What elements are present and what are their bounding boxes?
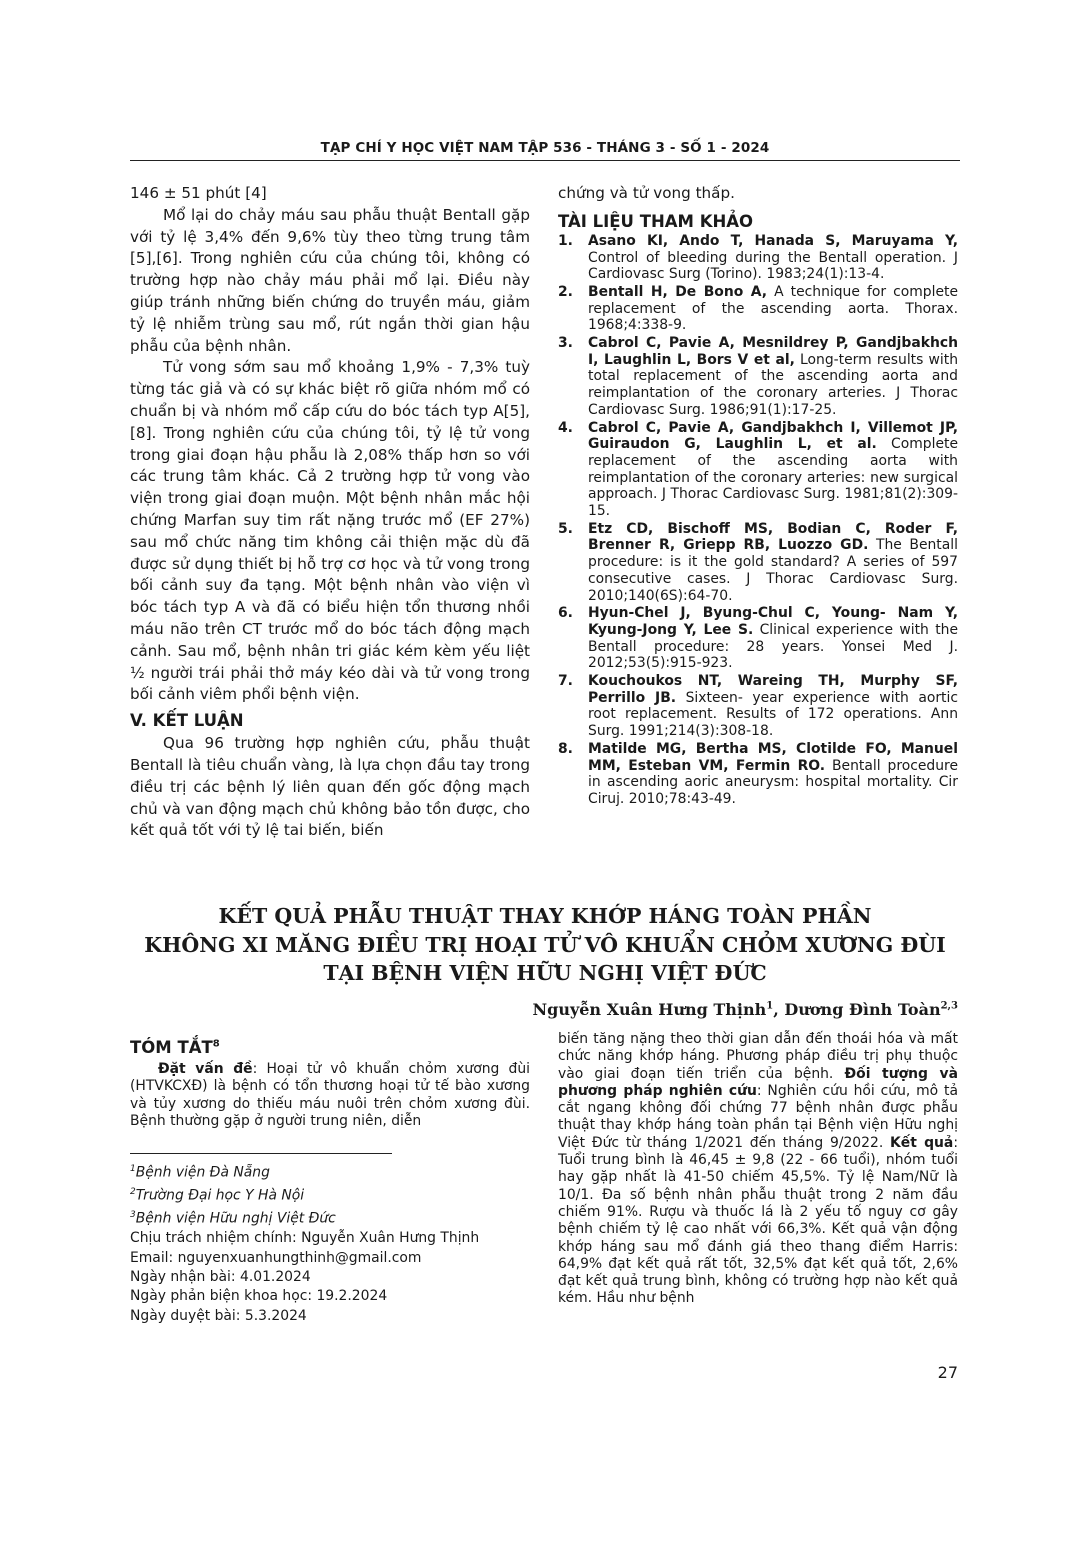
reference-authors: Cabrol C, Pavie A, Mesnildrey P, Gandjbakhch I, Laughlin L, Bors V et al, [588,335,958,368]
reference-number: 3. [558,335,573,352]
paragraph-time: 146 ± 51 phút [4] [130,184,267,202]
abstract-left [130,1061,530,1130]
journal-header: TẠP CHÍ Y HỌC VIỆT NAM TẬP 536 - THÁNG 3 - SỐ 1 - 2024 [320,140,770,156]
reference-details: Clinical experience with the Bentall procedure: 28 years. Yonsei Med J. 2012;53(5):915-923. [588,621,958,672]
author-separator: , [773,1000,785,1019]
author-2: Dương Đình Toàn [784,1000,941,1019]
references-heading: TÀI LIỆU THAM KHẢO [558,211,754,231]
reference-details: Complete replacement of the ascending aorta with reimplantation of the coronary arteries: new surgical approach. J Thorac Cardiovasc Surg. 1981;81(2):309-15. [588,436,959,520]
reference-number: 1. [558,232,573,249]
header-divider [130,160,960,161]
paragraph-conclusion: Qua 96 trường hợp nghiên cứu, phẫu thuật Bentall là tiêu chuẩn vàng, là lựa chọn đầu tay trong điều trị các bệnh lý liên quan đến gốc động mạch chủ và van động mạch chủ không bảo tồn được, cho kết quả tốt với tỷ lệ tai biến, biến [130,734,530,840]
label-background: Đặt vấn đề [158,1061,253,1077]
reference-item [558,673,958,740]
reference-authors: Etz CD, Bischoff MS, Bodian C, Roder F, Brenner R, Griepp RB, Luozzo GD. [588,520,958,554]
footnote-2-sup: 2 [130,1187,136,1198]
title-line-1: KẾT QUẢ PHẪU THUẬT THAY KHỚP HÁNG TOÀN PHẦN [218,904,872,928]
reference-authors: Cabrol C, Pavie A, Gandjbakhch I, Villemot JP, Guiraudon G, Laughlin L, et al. [588,419,958,453]
reference-details: Long-term results with total replacement of the ascending aorta and reimplantation of the coronary arteries. J Thorac Cardiovasc Surg. 1986;91(1):17-25. [588,351,958,418]
reference-details: The Bentall procedure: is it the gold standard? A series of 597 consecutive cases. J Thorac Cardiovasc Surg. 2010;140(6S):64-70. [588,537,958,604]
reference-number: 7. [558,673,573,690]
reference-text [588,521,958,605]
footnote-2-text: Trường Đại học Y Hà Nội [135,1187,305,1204]
title-line-2: KHÔNG XI MĂNG ĐIỀU TRỊ HOẠI TỬ VÔ KHUẨN CHỎM XƯƠNG ĐÙI [144,932,946,957]
reference-number: 4. [558,419,573,436]
author-2-affil: 2,3 [940,1000,958,1012]
reference-authors: Asano KI, Ando T, Hanada S, Maruyama Y, [588,232,958,249]
footnote-reviewed: Ngày phản biện khoa học: 19.2.2024 [130,1288,388,1305]
abstract-right-text-1: biến tăng nặng theo thời gian dẫn đến thoái hóa và mất chức năng khớp háng. Phương pháp điều trị phụ thuộc vào giai đoạn tiến triển của bệnh. [558,1031,958,1082]
reference-number: 5. [558,520,573,537]
reference-item [558,605,958,672]
right-column [558,183,958,809]
label-methods: Đối tượng và phương pháp nghiên cứu [558,1065,958,1099]
reference-item [558,284,958,334]
page-number: 27 [937,1363,958,1382]
reference-text [588,284,958,334]
abstract-heading-sup: 8 [212,1038,220,1050]
reference-text [588,233,958,283]
title-line-3: TẠI BỆNH VIỆN HỮU NGHỊ VIỆT ĐỨC [323,961,767,985]
section-heading-conclusion: V. KẾT LUẬN [130,711,244,731]
reference-details: Control of bleeding during the Bentall operation. J Cardiovasc Surg (Torino). 1983;24(1):13-4. [588,249,958,283]
reference-authors: Kouchoukos NT, Wareing TH, Murphy SF, Perrillo JB. [588,673,958,706]
references-list [558,233,958,808]
reference-item [558,233,958,283]
reference-number: 8. [558,740,573,757]
article-title [110,902,980,988]
footnote-3-sup: 3 [130,1210,136,1221]
reference-number: 6. [558,605,573,622]
footnote-affiliation-2 [130,1183,530,1206]
reference-item [558,521,958,605]
footnote-3-text: Bệnh viện Hữu nghị Việt Đức [135,1210,336,1227]
footnotes [130,1160,530,1326]
reference-item [558,420,958,520]
reference-text [588,741,958,808]
footnote-divider [130,1153,392,1154]
reference-authors: Matilde MG, Bertha MS, Clotilde FO, Manuel MM, Esteban VM, Fermin RO. [588,740,958,774]
abstract-heading [130,1038,220,1057]
footnote-received: Ngày nhận bài: 4.01.2024 [130,1268,311,1285]
abstract-heading-text: TÓM TẮT [130,1038,213,1057]
abstract-methods-text: : Nghiên cứu hồi cứu, mô tả cắt ngang không đối chứng 77 bệnh nhân được phẫu thuật thay khớp háng toàn phần tại Bệnh viện Hữu nghị Việt Đức từ tháng 1/2021 đến tháng 9/2022. [558,1082,958,1151]
abstract-background-text: : Hoại tử vô khuẩn chỏm xương đùi (HTVKCXĐ) là bệnh có tổn thương hoại tử tế bào xương và tủy xương do thiếu máu nuôi trên chỏm xương đùi. Bệnh thường gặp ở người trung niên, diễn [130,1061,530,1129]
footnote-affiliation-1 [130,1160,530,1183]
reference-details: Sixteen- year experience with aortic root replacement. Results of 172 operations. Ann Surg. 1991;214(3):308-18. [588,689,958,740]
footnote-affiliation-3 [130,1206,530,1229]
paragraph-reoperation: Mổ lại do chảy máu sau phẫu thuật Bentall gặp với tỷ lệ 3,4% đến 9,6% tùy theo từng trung tâm [5],[6]. Trong nghiên cứu của chúng tôi, không có trường hợp nào chảy máu phải mổ lại. Điều này giúp tránh những biến chứng do truyền máu, giảm tỷ lệ nhiễm trùng sau mổ, rút ngắn thời gian hậu phẫu của bệnh nhân. [130,205,530,355]
footnote-accepted: Ngày duyệt bài: 5.3.2024 [130,1307,307,1324]
reference-details: A technique for complete replacement of the ascending aorta. Thorax. 1968;4:338-9. [588,283,958,334]
reference-details: Bentall procedure in ascending aoric aneurysm: hospital mortality. Cir Ciruj. 2010;78:43-49. [588,757,958,807]
reference-authors: Hyun-Chel J, Byung-Chul C, Young- Nam Y, Kyung-Jong Y, Lee S. [588,605,958,638]
abstract-results-text: : Tuổi trung bình là 46,45 ± 9,8 (22 - 66 tuổi), nhóm tuổi hay gặp nhất là 41-50 chiếm 45,5%. Tỷ lệ Nam/Nữ là 10/1. Đa số bệnh nhân phẫu thuật trong 2 năm đầu chiếm 91%. Rượu và thuốc lá là 2 yếu tố nguy cơ gây bệnh chiếm tỷ lệ cao nhất với 66,3%. Kết quả vận động khớp háng sau mổ đánh giá theo thang điểm Harris: 64,9% đạt kết quả rất tốt, 32,5% đạt kết quả tốt, 2,6% đạt kết quả trung bình, không có trường hợp nào kết quả kém. Hầu như bệnh [558,1134,958,1307]
reference-item [558,335,958,419]
reference-text [588,673,958,740]
footnote-responsible: Chịu trách nhiệm chính: Nguyễn Xuân Hưng Thịnh [130,1230,480,1247]
reference-text [588,605,958,672]
author-1-affil: 1 [766,1000,774,1012]
reference-number: 2. [558,283,573,300]
footnote-1-sup: 1 [130,1164,136,1174]
conclusion-continuation: chứng và tử vong thấp. [558,184,735,202]
footnote-1-text: Bệnh viện Đà Nẵng [135,1164,270,1181]
author-1: Nguyễn Xuân Hưng Thịnh [532,1000,767,1019]
reference-item [558,741,958,808]
left-column [130,183,530,842]
reference-authors: Bentall H, De Bono A, [588,283,768,300]
paragraph-mortality: Tử vong sớm sau mổ khoảng 1,9% - 7,3% tuỳ từng tác giả và có sự khác biệt rõ giữa nhóm mổ có chuẩn bị và nhóm mổ cấp cứu do bóc tách typ A[5],[8]. Trong nghiên cứu của chúng tôi, tỷ lệ tử vong trong giai đoạn hậu phẫu là 2,08% thấp hơn so với các trung tâm khác. Cả 2 trường hợp tử vong vào viện trong giai đoạn muộn. Một bệnh nhân mắc hội chứng Marfan suy tim rất nặng trước mổ (EF 27%) sau mổ chức năng tim không cải thiện mặc dù đã được sử dụng thiết bị hỗ trợ cơ học và tử vong trong bối cảnh suy đa tạng. Một bệnh nhân vào viện vì bóc tách typ A và đã có biểu hiện tổn thương nhồi máu não trên CT trước mổ do bóc tách động mạch cảnh. Sau mổ, bệnh nhân tri giác kém kèm yếu liệt ½ người trái phải thở máy kéo dài và tử vong trong bối cảnh viêm phổi bệnh viện. [130,358,530,704]
footnote-email[interactable]: Email: nguyenxuanhungthinh@gmail.com [130,1249,422,1266]
label-results: Kết quả [890,1134,954,1151]
reference-text [588,420,958,520]
authors-line [533,1000,959,1019]
abstract-right [558,1031,958,1308]
reference-text [588,335,958,419]
